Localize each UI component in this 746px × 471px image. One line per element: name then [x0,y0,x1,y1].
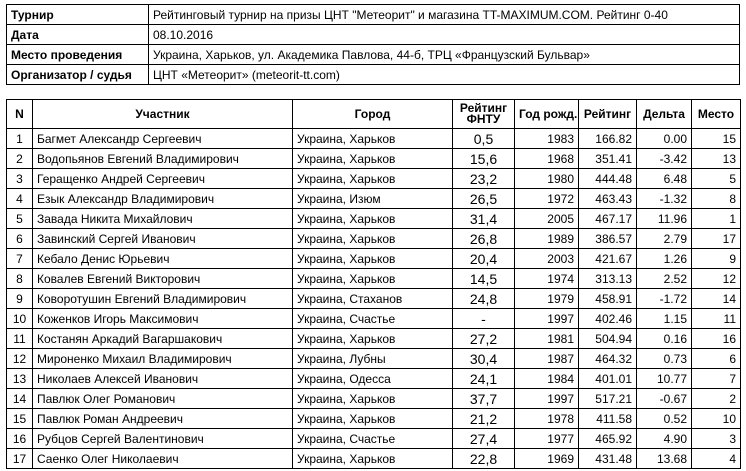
cell-city: Украина, Харьков [293,129,453,149]
cell-n: 1 [7,129,33,149]
cell-delta: 2.79 [637,229,692,249]
cell-city: Украина, Харьков [293,449,453,469]
cell-place: 12 [692,269,741,289]
cell-rating: 411.58 [579,409,637,429]
cell-fntu-rating: 26,5 [453,189,515,209]
cell-participant: Кебало Денис Юрьевич [33,249,293,269]
cell-fntu-rating: 0,5 [453,129,515,149]
info-label: Место проведения [7,45,149,65]
info-label: Турнир [7,5,149,25]
info-row [7,45,740,65]
cell-participant: Мироненко Михаил Владимирович [33,349,293,369]
info-value: Рейтинговый турнир на призы ЦНТ "Метеорит" и магазина TT-MAXIMUM.COM. Рейтинг 0-40 [149,5,740,25]
cell-delta: -1.72 [637,289,692,309]
cell-city: Украина, Одесса [293,369,453,389]
cell-birth-year: 1987 [515,349,579,369]
header-row [7,100,741,129]
cell-city: Украина, Изюм [293,189,453,209]
tournament-info-table [6,4,740,85]
cell-birth-year: 1969 [515,449,579,469]
cell-place: 15 [692,129,741,149]
cell-rating: 458.91 [579,289,637,309]
table-row [7,249,741,269]
cell-fntu-rating: 24,1 [453,369,515,389]
table-row [7,309,741,329]
cell-n: 6 [7,229,33,249]
info-label: Дата [7,25,149,45]
cell-participant: Павлюк Олег Романович [33,389,293,409]
info-row [7,5,740,25]
cell-place: 13 [692,149,741,169]
cell-n: 13 [7,369,33,389]
cell-rating: 463.43 [579,189,637,209]
cell-delta: 1.26 [637,249,692,269]
cell-city: Украина, Харьков [293,409,453,429]
cell-place: 14 [692,289,741,309]
cell-delta: 0.52 [637,409,692,429]
table-row [7,369,741,389]
cell-birth-year: 1981 [515,329,579,349]
cell-participant: Рубцов Сергей Валентинович [33,429,293,449]
cell-n: 9 [7,289,33,309]
cell-delta: 6.48 [637,169,692,189]
table-row [7,189,741,209]
cell-n: 16 [7,429,33,449]
cell-city: Украина, Лубны [293,349,453,369]
cell-rating: 467.17 [579,209,637,229]
cell-delta: 0.16 [637,329,692,349]
cell-fntu-rating: - [453,309,515,329]
cell-fntu-rating: 20,4 [453,249,515,269]
cell-n: 14 [7,389,33,409]
header-birth-year: Год рожд. [515,100,579,129]
cell-city: Украина, Харьков [293,389,453,409]
cell-fntu-rating: 22,8 [453,449,515,469]
cell-place: 9 [692,249,741,269]
cell-birth-year: 1997 [515,389,579,409]
table-row [7,449,741,469]
info-value: 08.10.2016 [149,25,740,45]
cell-fntu-rating: 26,8 [453,229,515,249]
cell-birth-year: 1997 [515,309,579,329]
cell-fntu-rating: 31,4 [453,209,515,229]
cell-city: Украина, Харьков [293,249,453,269]
cell-birth-year: 1972 [515,189,579,209]
cell-n: 10 [7,309,33,329]
header-participant: Участник [33,100,293,129]
table-row [7,149,741,169]
cell-n: 12 [7,349,33,369]
cell-rating: 313.13 [579,269,637,289]
cell-n: 15 [7,409,33,429]
cell-participant: Водопьянов Евгений Владимирович [33,149,293,169]
cell-birth-year: 1968 [515,149,579,169]
cell-delta: 0.00 [637,129,692,149]
cell-n: 11 [7,329,33,349]
cell-birth-year: 1978 [515,409,579,429]
cell-n: 4 [7,189,33,209]
header-delta: Дельта [637,100,692,129]
cell-fntu-rating: 24,8 [453,289,515,309]
cell-n: 5 [7,209,33,229]
cell-place: 3 [692,429,741,449]
cell-delta: 4.90 [637,429,692,449]
cell-delta: 2.52 [637,269,692,289]
cell-rating: 402.46 [579,309,637,329]
cell-fntu-rating: 23,2 [453,169,515,189]
cell-rating: 386.57 [579,229,637,249]
header-place: Место [692,100,741,129]
cell-place: 16 [692,329,741,349]
results-table [6,99,741,469]
header-rating: Рейтинг [579,100,637,129]
cell-birth-year: 2005 [515,209,579,229]
cell-city: Украина, Харьков [293,229,453,249]
cell-n: 7 [7,249,33,269]
cell-rating: 504.94 [579,329,637,349]
cell-rating: 401.01 [579,369,637,389]
cell-delta: 1.15 [637,309,692,329]
cell-rating: 464.32 [579,349,637,369]
table-row [7,229,741,249]
cell-birth-year: 1980 [515,169,579,189]
header-n: N [7,100,33,129]
cell-participant: Николаев Алексей Иванович [33,369,293,389]
cell-city: Украина, Харьков [293,149,453,169]
cell-participant: Геращенко Андрей Сергеевич [33,169,293,189]
header-city: Город [293,100,453,129]
cell-birth-year: 1974 [515,269,579,289]
cell-birth-year: 2003 [515,249,579,269]
cell-birth-year: 1989 [515,229,579,249]
cell-fntu-rating: 30,4 [453,349,515,369]
cell-fntu-rating: 14,5 [453,269,515,289]
cell-n: 17 [7,449,33,469]
table-row [7,349,741,369]
cell-place: 5 [692,169,741,189]
cell-participant: Езык Александр Владимирович [33,189,293,209]
cell-participant: Завинский Сергей Иванович [33,229,293,249]
cell-rating: 421.67 [579,249,637,269]
header-fntu-line2: ФНТУ [466,112,501,126]
cell-birth-year: 1979 [515,289,579,309]
info-value: Украина, Харьков, ул. Академика Павлова, 44-б, ТРЦ «Французский Бульвар» [149,45,740,65]
cell-n: 2 [7,149,33,169]
cell-rating: 465.92 [579,429,637,449]
table-row [7,409,741,429]
cell-place: 17 [692,229,741,249]
cell-place: 11 [692,309,741,329]
cell-rating: 517.21 [579,389,637,409]
cell-city: Украина, Стаханов [293,289,453,309]
cell-fntu-rating: 21,2 [453,409,515,429]
cell-participant: Ковалев Евгений Викторович [33,269,293,289]
results-header [7,100,741,129]
info-row [7,25,740,45]
cell-place: 6 [692,349,741,369]
cell-birth-year: 1983 [515,129,579,149]
cell-delta: -3.42 [637,149,692,169]
cell-rating: 351.41 [579,149,637,169]
cell-participant: Коженков Игорь Максимович [33,309,293,329]
cell-delta: 13.68 [637,449,692,469]
cell-place: 1 [692,209,741,229]
cell-delta: 10.77 [637,369,692,389]
cell-participant: Коворотушин Евгений Владимирович [33,289,293,309]
cell-city: Украина, Счастье [293,429,453,449]
cell-delta: -0.67 [637,389,692,409]
tournament-info-body [7,5,740,85]
cell-participant: Завада Никита Михайлович [33,209,293,229]
table-row [7,129,741,149]
table-row [7,329,741,349]
cell-rating: 166.82 [579,129,637,149]
cell-participant: Костанян Аркадий Вагаршакович [33,329,293,349]
cell-n: 8 [7,269,33,289]
cell-participant: Саенко Олег Николаевич [33,449,293,469]
cell-place: 2 [692,389,741,409]
cell-delta: 0.73 [637,349,692,369]
table-row [7,389,741,409]
cell-birth-year: 1984 [515,369,579,389]
cell-delta: 11.96 [637,209,692,229]
cell-fntu-rating: 27,4 [453,429,515,449]
cell-fntu-rating: 15,6 [453,149,515,169]
cell-city: Украина, Счастье [293,309,453,329]
header-fntu-line1: Рейтинг [459,101,508,115]
table-row [7,169,741,189]
header-fntu-rating [453,100,515,129]
cell-place: 8 [692,189,741,209]
cell-place: 10 [692,409,741,429]
table-row [7,429,741,449]
cell-place: 4 [692,449,741,469]
info-label: Организатор / судья [7,65,149,85]
results-body [7,129,741,469]
cell-delta: -1.32 [637,189,692,209]
table-row [7,269,741,289]
cell-city: Украина, Харьков [293,269,453,289]
table-row [7,289,741,309]
cell-participant: Багмет Александр Сергеевич [33,129,293,149]
info-value: ЦНТ «Метеорит» (meteorit-tt.com) [149,65,740,85]
cell-place: 7 [692,369,741,389]
cell-city: Украина, Харьков [293,209,453,229]
cell-city: Украина, Харьков [293,169,453,189]
cell-city: Украина, Харьков [293,329,453,349]
cell-fntu-rating: 27,2 [453,329,515,349]
cell-participant: Павлюк Роман Андреевич [33,409,293,429]
cell-rating: 431.48 [579,449,637,469]
info-row [7,65,740,85]
table-row [7,209,741,229]
cell-n: 3 [7,169,33,189]
cell-birth-year: 1977 [515,429,579,449]
cell-fntu-rating: 37,7 [453,389,515,409]
cell-rating: 444.48 [579,169,637,189]
